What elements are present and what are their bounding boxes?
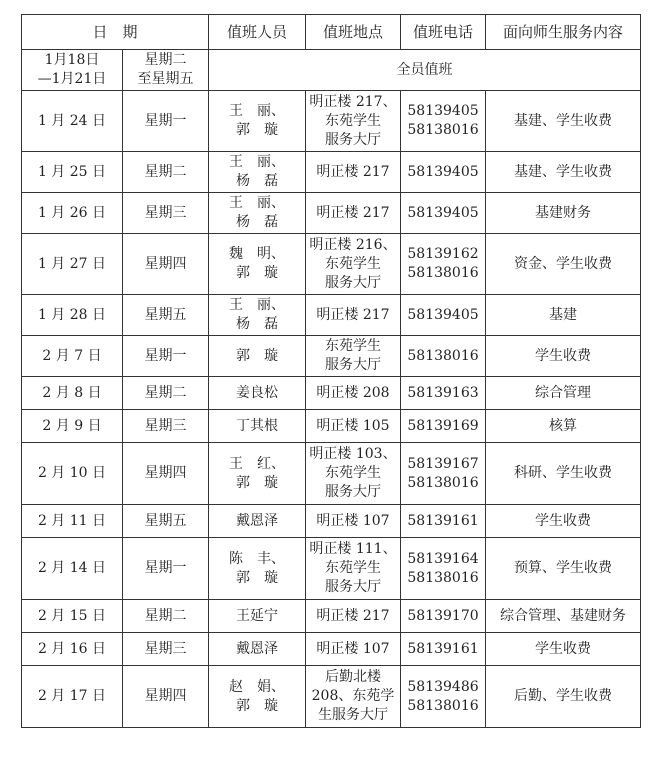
header-row	[22, 15, 641, 50]
date-cell: 2 月 16 日	[22, 633, 123, 666]
date-cell: 1 月 28 日	[22, 295, 123, 336]
date-cell: 2 月 7 日	[22, 336, 123, 377]
phone-cell-line: 58138016	[407, 569, 479, 586]
location-cell-line: 明正楼 217	[316, 306, 390, 323]
table-row	[22, 443, 641, 505]
phone-cell-line: 58139161	[407, 512, 479, 529]
weekday-cell: 星期二	[123, 600, 209, 633]
date-cell: 2 月 15 日	[22, 600, 123, 633]
location-cell-line: 明正楼 216、	[309, 236, 397, 253]
staff-cell-line: 郭 璇	[236, 697, 279, 714]
service-cell: 基建	[486, 295, 641, 336]
location-cell	[306, 193, 401, 234]
location-cell	[306, 666, 401, 728]
phone-cell-line: 58139169	[407, 417, 479, 434]
table-row	[22, 234, 641, 295]
staff-cell-line: 郭 璇	[236, 265, 279, 281]
service-cell: 基建财务	[486, 193, 641, 234]
location-cell-line: 明正楼 107	[316, 512, 390, 529]
date-cell: 2 月 10 日	[22, 443, 123, 505]
special-date-cell	[22, 50, 123, 91]
location-cell-line: 明正楼 208	[316, 384, 390, 401]
location-cell	[306, 234, 401, 295]
phone-cell-line: 58138016	[407, 265, 479, 281]
phone-cell-line: 58138016	[407, 122, 479, 138]
phone-cell	[401, 336, 486, 377]
staff-cell-line: 郭 璇	[236, 122, 279, 138]
date-cell: 2 月 17 日	[22, 666, 123, 728]
phone-cell	[401, 505, 486, 538]
weekday-cell: 星期二	[123, 377, 209, 410]
date-cell: 1 月 26 日	[22, 193, 123, 234]
location-cell	[306, 152, 401, 193]
staff-cell-line: 魏 明、	[229, 246, 286, 262]
phone-cell	[401, 443, 486, 505]
phone-cell-line: 58139486	[407, 678, 479, 695]
location-cell	[306, 505, 401, 538]
location-cell-line: 明正楼 217、	[309, 93, 397, 110]
phone-cell	[401, 538, 486, 600]
phone-cell	[401, 91, 486, 152]
staff-cell	[209, 295, 306, 336]
staff-cell-line: 赵 娟、	[229, 678, 286, 695]
staff-cell-line: 郭 璇	[236, 474, 279, 491]
service-cell: 综合管理	[486, 377, 641, 410]
header-staff: 值班人员	[209, 15, 306, 50]
staff-cell	[209, 410, 306, 443]
table-row	[22, 505, 641, 538]
table-row	[22, 295, 641, 336]
staff-cell	[209, 336, 306, 377]
staff-cell-line: 戴恩泽	[236, 512, 279, 529]
location-cell-line: 明正楼 105	[316, 417, 390, 434]
phone-cell-line: 58139167	[407, 455, 479, 472]
phone-cell	[401, 633, 486, 666]
weekday-cell: 星期三	[123, 633, 209, 666]
weekday-cell: 星期二	[123, 152, 209, 193]
location-cell-line: 明正楼 217	[316, 204, 390, 221]
location-cell-line: 明正楼 103、	[309, 446, 397, 462]
phone-cell	[401, 234, 486, 295]
phone-cell	[401, 666, 486, 728]
phone-cell	[401, 152, 486, 193]
staff-cell-line: 王 红、	[229, 455, 286, 472]
phone-cell-line: 58139405	[407, 103, 479, 119]
table-row	[22, 410, 641, 443]
location-cell-line: 明正楼 217	[316, 607, 390, 624]
weekday-cell: 星期四	[123, 443, 209, 505]
date-cell: 1 月 27 日	[22, 234, 123, 295]
staff-cell-line: 杨 磊	[236, 173, 279, 189]
table-row	[22, 538, 641, 600]
staff-cell	[209, 505, 306, 538]
weekday-cell: 星期一	[123, 91, 209, 152]
date-cell: 1 月 24 日	[22, 91, 123, 152]
staff-cell	[209, 538, 306, 600]
special-weekday-cell	[123, 50, 209, 91]
duty-schedule-table	[21, 14, 641, 728]
phone-cell	[401, 377, 486, 410]
location-cell-line: 东苑学生	[325, 560, 382, 576]
staff-cell-line: 郭 璇	[236, 347, 279, 364]
weekday-cell: 星期五	[123, 295, 209, 336]
service-cell: 资金、学生收费	[486, 234, 641, 295]
service-cell: 核算	[486, 410, 641, 443]
service-cell: 后勤、学生收费	[486, 666, 641, 728]
location-cell-line: 208、东苑学	[311, 688, 395, 704]
weekday-cell: 星期五	[123, 505, 209, 538]
phone-cell	[401, 295, 486, 336]
header-service: 面向师生服务内容	[486, 15, 641, 50]
service-cell: 学生收费	[486, 633, 641, 666]
staff-cell-line: 杨 磊	[236, 316, 279, 332]
location-cell-line: 东苑学生	[325, 465, 382, 481]
table-row	[22, 666, 641, 728]
location-cell-line: 服务大厅	[325, 484, 382, 500]
location-cell	[306, 443, 401, 505]
date-cell: 2 月 8 日	[22, 377, 123, 410]
weekday-cell: 星期三	[123, 193, 209, 234]
staff-cell-line: 王 丽、	[229, 195, 286, 211]
table-row	[22, 377, 641, 410]
staff-cell	[209, 443, 306, 505]
staff-cell	[209, 666, 306, 728]
service-cell: 综合管理、基建财务	[486, 600, 641, 633]
location-cell	[306, 295, 401, 336]
phone-cell	[401, 600, 486, 633]
location-cell	[306, 377, 401, 410]
staff-cell-line: 王延宁	[236, 607, 279, 624]
special-weekday-line: 至星期五	[137, 71, 194, 87]
phone-cell-line: 58138016	[407, 347, 479, 364]
staff-cell-line: 郭 璇	[236, 569, 279, 586]
service-cell: 科研、学生收费	[486, 443, 641, 505]
location-cell-line: 明正楼 111、	[309, 541, 397, 557]
staff-cell-line: 陈 丰、	[229, 550, 286, 567]
table-row	[22, 91, 641, 152]
weekday-cell: 星期三	[123, 410, 209, 443]
location-cell-line: 东苑学生	[325, 338, 382, 354]
header-phone: 值班电话	[401, 15, 486, 50]
staff-cell-line: 戴恩泽	[236, 640, 279, 657]
staff-cell	[209, 193, 306, 234]
special-date-line: —1月21日	[37, 71, 107, 87]
weekday-cell: 星期四	[123, 234, 209, 295]
location-cell	[306, 410, 401, 443]
phone-cell-line: 58139162	[407, 246, 479, 262]
service-cell: 预算、学生收费	[486, 538, 641, 600]
location-cell-line: 后勤北楼	[325, 669, 382, 685]
special-weekday-line: 星期二	[144, 52, 187, 68]
weekday-cell: 星期一	[123, 538, 209, 600]
service-cell: 学生收费	[486, 336, 641, 377]
table-row	[22, 193, 641, 234]
staff-cell	[209, 600, 306, 633]
staff-cell-line: 王 丽、	[229, 154, 286, 170]
location-cell-line: 服务大厅	[325, 579, 382, 595]
location-cell-line: 生服务大厅	[318, 707, 389, 723]
phone-cell-line: 58139170	[407, 607, 479, 624]
header-date: 日 期	[22, 15, 209, 50]
staff-cell	[209, 633, 306, 666]
service-cell: 学生收费	[486, 505, 641, 538]
location-cell-line: 服务大厅	[325, 357, 382, 373]
location-cell-line: 东苑学生	[325, 112, 382, 129]
location-cell	[306, 336, 401, 377]
table-row	[22, 152, 641, 193]
phone-cell-line: 58139161	[407, 640, 479, 657]
location-cell-line: 明正楼 217	[316, 163, 390, 180]
table-row	[22, 633, 641, 666]
service-cell: 基建、学生收费	[486, 91, 641, 152]
staff-cell-line: 王 丽、	[229, 297, 286, 313]
weekday-cell: 星期一	[123, 336, 209, 377]
date-cell: 1 月 25 日	[22, 152, 123, 193]
special-row	[22, 50, 641, 91]
staff-cell	[209, 91, 306, 152]
phone-cell-line: 58138016	[407, 697, 479, 714]
service-cell: 基建、学生收费	[486, 152, 641, 193]
staff-cell-line: 丁其根	[236, 417, 279, 434]
location-cell-line: 服务大厅	[325, 274, 382, 291]
special-note-cell: 全员值班	[209, 50, 641, 91]
table-row	[22, 600, 641, 633]
date-cell: 2 月 11 日	[22, 505, 123, 538]
staff-cell	[209, 377, 306, 410]
phone-cell-line: 58139164	[407, 550, 479, 567]
staff-cell	[209, 152, 306, 193]
location-cell	[306, 538, 401, 600]
location-cell-line: 明正楼 107	[316, 640, 390, 657]
phone-cell-line: 58138016	[407, 474, 479, 491]
date-cell: 2 月 14 日	[22, 538, 123, 600]
header-location: 值班地点	[306, 15, 401, 50]
phone-cell-line: 58139163	[407, 384, 479, 401]
phone-cell-line: 58139405	[407, 204, 479, 221]
table-row	[22, 336, 641, 377]
weekday-cell: 星期四	[123, 666, 209, 728]
staff-cell-line: 王 丽、	[229, 103, 286, 119]
staff-cell	[209, 234, 306, 295]
location-cell	[306, 633, 401, 666]
date-cell: 2 月 9 日	[22, 410, 123, 443]
phone-cell	[401, 193, 486, 234]
phone-cell	[401, 410, 486, 443]
staff-cell-line: 姜良松	[236, 384, 279, 401]
location-cell	[306, 91, 401, 152]
location-cell-line: 东苑学生	[325, 255, 382, 272]
special-date-line: 1月18日	[44, 52, 100, 68]
location-cell-line: 服务大厅	[325, 131, 382, 148]
phone-cell-line: 58139405	[407, 306, 479, 323]
location-cell	[306, 600, 401, 633]
phone-cell-line: 58139405	[407, 163, 479, 180]
staff-cell-line: 杨 磊	[236, 214, 279, 230]
